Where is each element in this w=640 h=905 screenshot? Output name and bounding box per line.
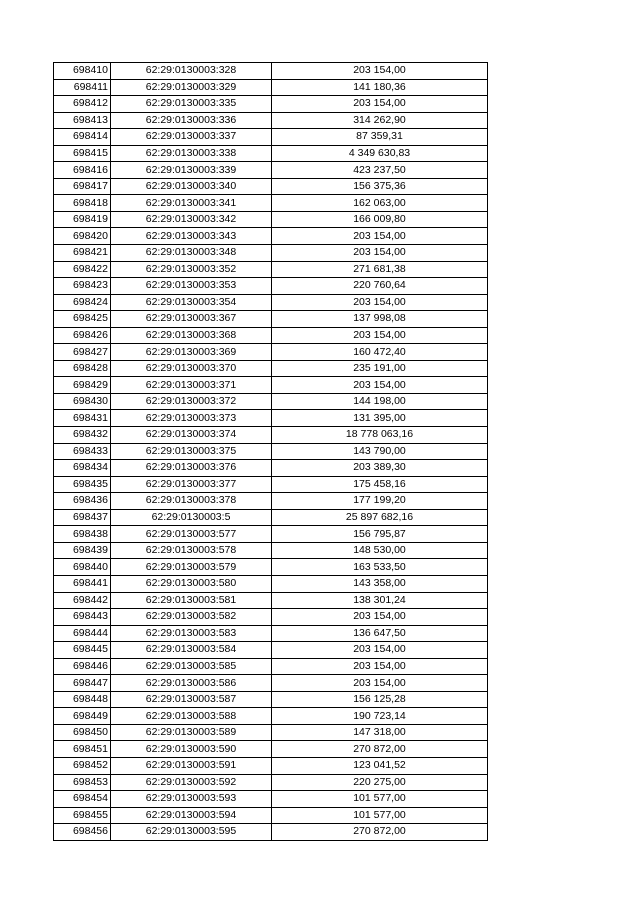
cadastral-number-cell: 62:29:0130003:373 — [111, 410, 272, 427]
value-cell: 203 389,30 — [272, 460, 488, 477]
value-cell: 166 009,80 — [272, 211, 488, 228]
table-row — [54, 195, 488, 212]
table-row — [54, 592, 488, 609]
cadastral-number-cell: 62:29:0130003:588 — [111, 708, 272, 725]
cadastral-number-cell: 62:29:0130003:587 — [111, 691, 272, 708]
table-row — [54, 410, 488, 427]
row-id-cell: 698427 — [54, 344, 111, 361]
table-row — [54, 509, 488, 526]
table-row — [54, 129, 488, 146]
row-id-cell: 698422 — [54, 261, 111, 278]
row-id-cell: 698420 — [54, 228, 111, 245]
table-row — [54, 542, 488, 559]
table-row — [54, 757, 488, 774]
table-row — [54, 824, 488, 841]
table-row — [54, 526, 488, 543]
table-row — [54, 609, 488, 626]
value-cell: 203 154,00 — [272, 294, 488, 311]
value-cell: 138 301,24 — [272, 592, 488, 609]
cadastral-number-cell: 62:29:0130003:583 — [111, 625, 272, 642]
row-id-cell: 698443 — [54, 609, 111, 626]
table-row — [54, 691, 488, 708]
row-id-cell: 698415 — [54, 145, 111, 162]
cadastral-number-cell: 62:29:0130003:584 — [111, 642, 272, 659]
cadastral-number-cell: 62:29:0130003:369 — [111, 344, 272, 361]
row-id-cell: 698444 — [54, 625, 111, 642]
cadastral-number-cell: 62:29:0130003:578 — [111, 542, 272, 559]
value-cell: 203 154,00 — [272, 675, 488, 692]
row-id-cell: 698436 — [54, 493, 111, 510]
value-cell: 4 349 630,83 — [272, 145, 488, 162]
value-cell: 137 998,08 — [272, 311, 488, 328]
row-id-cell: 698419 — [54, 211, 111, 228]
cadastral-number-cell: 62:29:0130003:585 — [111, 658, 272, 675]
value-cell: 143 790,00 — [272, 443, 488, 460]
row-id-cell: 698442 — [54, 592, 111, 609]
value-cell: 162 063,00 — [272, 195, 488, 212]
value-cell: 270 872,00 — [272, 741, 488, 758]
cadastral-number-cell: 62:29:0130003:579 — [111, 559, 272, 576]
cadastral-number-cell: 62:29:0130003:375 — [111, 443, 272, 460]
table-row — [54, 675, 488, 692]
cadastral-number-cell: 62:29:0130003:581 — [111, 592, 272, 609]
value-cell: 271 681,38 — [272, 261, 488, 278]
row-id-cell: 698446 — [54, 658, 111, 675]
cadastral-number-cell: 62:29:0130003:591 — [111, 757, 272, 774]
table-body — [54, 63, 488, 841]
cadastral-number-cell: 62:29:0130003:367 — [111, 311, 272, 328]
cadastral-number-cell: 62:29:0130003:595 — [111, 824, 272, 841]
value-cell: 203 154,00 — [272, 642, 488, 659]
cadastral-number-cell: 62:29:0130003:577 — [111, 526, 272, 543]
value-cell: 160 472,40 — [272, 344, 488, 361]
table-row — [54, 642, 488, 659]
value-cell: 147 318,00 — [272, 724, 488, 741]
cadastral-number-cell: 62:29:0130003:586 — [111, 675, 272, 692]
table-row — [54, 344, 488, 361]
value-cell: 220 275,00 — [272, 774, 488, 791]
value-cell: 143 358,00 — [272, 575, 488, 592]
cadastral-number-cell: 62:29:0130003:371 — [111, 377, 272, 394]
cadastral-number-cell: 62:29:0130003:354 — [111, 294, 272, 311]
cadastral-number-cell: 62:29:0130003:580 — [111, 575, 272, 592]
cadastral-number-cell: 62:29:0130003:339 — [111, 162, 272, 179]
cadastral-number-cell: 62:29:0130003:348 — [111, 245, 272, 262]
row-id-cell: 698428 — [54, 360, 111, 377]
value-cell: 203 154,00 — [272, 658, 488, 675]
table-row — [54, 774, 488, 791]
cadastral-number-cell: 62:29:0130003:592 — [111, 774, 272, 791]
table-row — [54, 807, 488, 824]
row-id-cell: 698452 — [54, 757, 111, 774]
table-row — [54, 178, 488, 195]
cadastral-number-cell: 62:29:0130003:338 — [111, 145, 272, 162]
table-row — [54, 575, 488, 592]
value-cell: 18 778 063,16 — [272, 427, 488, 444]
value-cell: 163 533,50 — [272, 559, 488, 576]
cadastral-number-cell: 62:29:0130003:378 — [111, 493, 272, 510]
cadastral-number-cell: 62:29:0130003:329 — [111, 79, 272, 96]
value-cell: 203 154,00 — [272, 63, 488, 80]
cadastral-number-cell: 62:29:0130003:368 — [111, 327, 272, 344]
row-id-cell: 698448 — [54, 691, 111, 708]
row-id-cell: 698425 — [54, 311, 111, 328]
row-id-cell: 698417 — [54, 178, 111, 195]
row-id-cell: 698432 — [54, 427, 111, 444]
table-row — [54, 96, 488, 113]
table-row — [54, 377, 488, 394]
cadastral-number-cell: 62:29:0130003:590 — [111, 741, 272, 758]
table-row — [54, 791, 488, 808]
cadastral-number-cell: 62:29:0130003:336 — [111, 112, 272, 129]
table-row — [54, 112, 488, 129]
row-id-cell: 698449 — [54, 708, 111, 725]
row-id-cell: 698424 — [54, 294, 111, 311]
cadastral-number-cell: 62:29:0130003:589 — [111, 724, 272, 741]
value-cell: 25 897 682,16 — [272, 509, 488, 526]
row-id-cell: 698413 — [54, 112, 111, 129]
table-row — [54, 708, 488, 725]
table-row — [54, 261, 488, 278]
value-cell: 203 154,00 — [272, 327, 488, 344]
value-cell: 131 395,00 — [272, 410, 488, 427]
value-cell: 203 154,00 — [272, 377, 488, 394]
value-cell: 314 262,90 — [272, 112, 488, 129]
table-row — [54, 393, 488, 410]
cadastral-number-cell: 62:29:0130003:335 — [111, 96, 272, 113]
table-row — [54, 294, 488, 311]
row-id-cell: 698412 — [54, 96, 111, 113]
table-row — [54, 63, 488, 80]
value-cell: 203 154,00 — [272, 228, 488, 245]
table-row — [54, 724, 488, 741]
value-cell: 175 458,16 — [272, 476, 488, 493]
row-id-cell: 698439 — [54, 542, 111, 559]
row-id-cell: 698431 — [54, 410, 111, 427]
value-cell: 141 180,36 — [272, 79, 488, 96]
cadastral-number-cell: 62:29:0130003:343 — [111, 228, 272, 245]
value-cell: 123 041,52 — [272, 757, 488, 774]
row-id-cell: 698451 — [54, 741, 111, 758]
value-cell: 190 723,14 — [272, 708, 488, 725]
row-id-cell: 698414 — [54, 129, 111, 146]
cadastral-number-cell: 62:29:0130003:376 — [111, 460, 272, 477]
row-id-cell: 698445 — [54, 642, 111, 659]
value-cell: 270 872,00 — [272, 824, 488, 841]
cadastral-number-cell: 62:29:0130003:5 — [111, 509, 272, 526]
cadastral-number-cell: 62:29:0130003:328 — [111, 63, 272, 80]
table-row — [54, 245, 488, 262]
row-id-cell: 698438 — [54, 526, 111, 543]
row-id-cell: 698447 — [54, 675, 111, 692]
table-row — [54, 443, 488, 460]
row-id-cell: 698433 — [54, 443, 111, 460]
value-cell: 220 760,64 — [272, 278, 488, 295]
value-cell: 203 154,00 — [272, 245, 488, 262]
table-row — [54, 559, 488, 576]
cadastral-number-cell: 62:29:0130003:377 — [111, 476, 272, 493]
row-id-cell: 698411 — [54, 79, 111, 96]
value-cell: 156 125,28 — [272, 691, 488, 708]
row-id-cell: 698454 — [54, 791, 111, 808]
value-cell: 156 375,36 — [272, 178, 488, 195]
table-row — [54, 327, 488, 344]
value-cell: 148 530,00 — [272, 542, 488, 559]
row-id-cell: 698418 — [54, 195, 111, 212]
row-id-cell: 698429 — [54, 377, 111, 394]
value-cell: 136 647,50 — [272, 625, 488, 642]
cadastral-number-cell: 62:29:0130003:341 — [111, 195, 272, 212]
table-row — [54, 79, 488, 96]
value-cell: 235 191,00 — [272, 360, 488, 377]
row-id-cell: 698426 — [54, 327, 111, 344]
table-row — [54, 460, 488, 477]
value-cell: 423 237,50 — [272, 162, 488, 179]
row-id-cell: 698410 — [54, 63, 111, 80]
value-cell: 203 154,00 — [272, 609, 488, 626]
cadastral-number-cell: 62:29:0130003:593 — [111, 791, 272, 808]
value-cell: 87 359,31 — [272, 129, 488, 146]
cadastral-number-cell: 62:29:0130003:342 — [111, 211, 272, 228]
table-row — [54, 625, 488, 642]
table-row — [54, 427, 488, 444]
cadastral-number-cell: 62:29:0130003:374 — [111, 427, 272, 444]
cadastral-number-cell: 62:29:0130003:594 — [111, 807, 272, 824]
table-row — [54, 145, 488, 162]
table-row — [54, 211, 488, 228]
value-cell: 177 199,20 — [272, 493, 488, 510]
row-id-cell: 698434 — [54, 460, 111, 477]
row-id-cell: 698421 — [54, 245, 111, 262]
table-row — [54, 162, 488, 179]
cadastral-number-cell: 62:29:0130003:372 — [111, 393, 272, 410]
value-cell: 156 795,87 — [272, 526, 488, 543]
row-id-cell: 698456 — [54, 824, 111, 841]
row-id-cell: 698441 — [54, 575, 111, 592]
table-row — [54, 493, 488, 510]
value-cell: 101 577,00 — [272, 807, 488, 824]
value-cell: 144 198,00 — [272, 393, 488, 410]
table-row — [54, 360, 488, 377]
table-row — [54, 311, 488, 328]
value-cell: 203 154,00 — [272, 96, 488, 113]
value-cell: 101 577,00 — [272, 791, 488, 808]
row-id-cell: 698437 — [54, 509, 111, 526]
cadastral-number-cell: 62:29:0130003:582 — [111, 609, 272, 626]
row-id-cell: 698453 — [54, 774, 111, 791]
data-table — [53, 62, 488, 841]
cadastral-number-cell: 62:29:0130003:353 — [111, 278, 272, 295]
table-row — [54, 658, 488, 675]
cadastral-number-cell: 62:29:0130003:370 — [111, 360, 272, 377]
cadastral-number-cell: 62:29:0130003:352 — [111, 261, 272, 278]
row-id-cell: 698435 — [54, 476, 111, 493]
row-id-cell: 698423 — [54, 278, 111, 295]
table-row — [54, 741, 488, 758]
cadastral-number-cell: 62:29:0130003:340 — [111, 178, 272, 195]
table-row — [54, 228, 488, 245]
row-id-cell: 698430 — [54, 393, 111, 410]
row-id-cell: 698455 — [54, 807, 111, 824]
table-row — [54, 278, 488, 295]
row-id-cell: 698450 — [54, 724, 111, 741]
row-id-cell: 698416 — [54, 162, 111, 179]
row-id-cell: 698440 — [54, 559, 111, 576]
table-row — [54, 476, 488, 493]
cadastral-number-cell: 62:29:0130003:337 — [111, 129, 272, 146]
